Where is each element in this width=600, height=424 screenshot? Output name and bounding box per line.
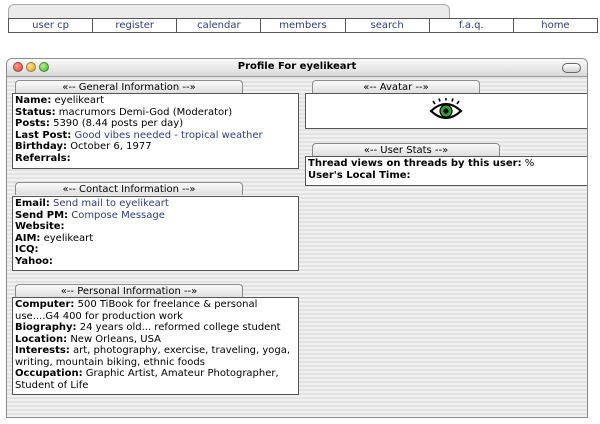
occupation-row	[15, 368, 296, 391]
posts-row	[15, 118, 296, 130]
user-stats-panel	[305, 156, 588, 186]
website-row	[15, 221, 296, 233]
interests-value: art, photography, exercise, traveling, yoga, writing, mountain biking, ethnic foods	[15, 345, 291, 368]
contact-info-panel	[12, 196, 299, 271]
birthday-label: Birthday:	[15, 141, 67, 152]
occupation-label: Occupation:	[15, 368, 83, 379]
name-row	[15, 95, 296, 107]
personal-info-header: «-- Personal Information --»	[15, 284, 243, 297]
email-label: Email:	[15, 198, 50, 209]
aim-value: eyelikeart	[43, 232, 94, 244]
posts-label: Posts:	[15, 118, 50, 129]
interests-label: Interests:	[15, 345, 70, 356]
location-value: New Orleans, USA	[70, 333, 161, 345]
location-row	[15, 334, 296, 346]
aim-row	[15, 233, 296, 245]
computer-value: 500 TiBook for freelance & personal use....G4 400 for production work	[15, 299, 258, 322]
name-label: Name:	[15, 95, 52, 106]
biography-label: Biography:	[15, 322, 77, 333]
status-label: Status:	[15, 106, 56, 118]
referrals-label: Referrals:	[15, 152, 71, 164]
last-post-row	[15, 130, 296, 142]
last-post-label: Last Post:	[15, 129, 72, 141]
personal-info-panel	[12, 297, 299, 395]
local-time-row	[308, 170, 585, 182]
profile-window	[6, 58, 588, 418]
biography-row	[15, 322, 296, 334]
send-mail-link[interactable]: Send mail to eyelikeart	[53, 198, 169, 209]
local-time-label: User's Local Time:	[308, 169, 411, 181]
window-title: Profile For eyelikeart	[237, 61, 357, 72]
referrals-row	[15, 153, 296, 165]
send-pm-row	[15, 210, 296, 222]
general-info-panel	[12, 93, 299, 169]
nav-faq[interactable]: f.a.q.	[430, 19, 514, 32]
nav-members[interactable]: members	[261, 19, 345, 32]
thread-views-label: Thread views on threads by this user:	[308, 158, 522, 169]
thread-views-row	[308, 158, 585, 170]
avatar-eye-icon	[429, 98, 463, 128]
icq-row	[15, 244, 296, 256]
thread-views-value: %	[524, 158, 535, 169]
computer-label: Computer:	[15, 299, 75, 310]
computer-row	[15, 299, 296, 322]
nav-home[interactable]: home	[541, 20, 570, 31]
nav-calendar[interactable]: calendar	[177, 19, 261, 32]
nav-register[interactable]: register	[93, 19, 177, 32]
interests-row	[15, 345, 296, 368]
browser-tab-strip	[8, 4, 450, 19]
occupation-value: Graphic Artist, Amateur Photographer, Student of Life	[15, 368, 279, 391]
email-row	[15, 198, 296, 210]
avatar-header: «-- Avatar --»	[312, 80, 480, 93]
icq-label: ICQ:	[15, 244, 39, 255]
biography-value: 24 years old... reformed college student	[79, 322, 281, 333]
yahoo-label: Yahoo:	[15, 255, 53, 267]
birthday-value: October 6, 1977	[70, 141, 152, 152]
contact-info-header: «-- Contact Information --»	[15, 182, 243, 195]
location-label: Location:	[15, 333, 68, 345]
window-titlebar	[7, 59, 587, 77]
user-stats-header: «-- User Stats --»	[312, 143, 500, 156]
status-row	[15, 107, 296, 119]
yahoo-row	[15, 256, 296, 268]
status-value: macrumors Demi-God (Moderator)	[58, 106, 233, 118]
last-post-link[interactable]: Good vibes needed - tropical weather	[74, 129, 263, 141]
nav-bar	[8, 18, 598, 33]
aim-label: AIM:	[15, 232, 41, 244]
posts-value: 5390 (8.44 posts per day)	[53, 118, 184, 129]
nav-search[interactable]: search	[346, 19, 430, 32]
compose-message-link[interactable]: Compose Message	[71, 209, 165, 221]
nav-user-cp[interactable]: user cp	[9, 19, 93, 32]
website-label: Website:	[15, 221, 65, 232]
avatar-panel	[305, 93, 588, 129]
general-info-header: «-- General Information --»	[15, 80, 243, 93]
name-value: eyelikeart	[54, 95, 105, 106]
birthday-row	[15, 141, 296, 153]
send-pm-label: Send PM:	[15, 209, 69, 221]
toolbar-toggle-button[interactable]	[562, 63, 581, 73]
